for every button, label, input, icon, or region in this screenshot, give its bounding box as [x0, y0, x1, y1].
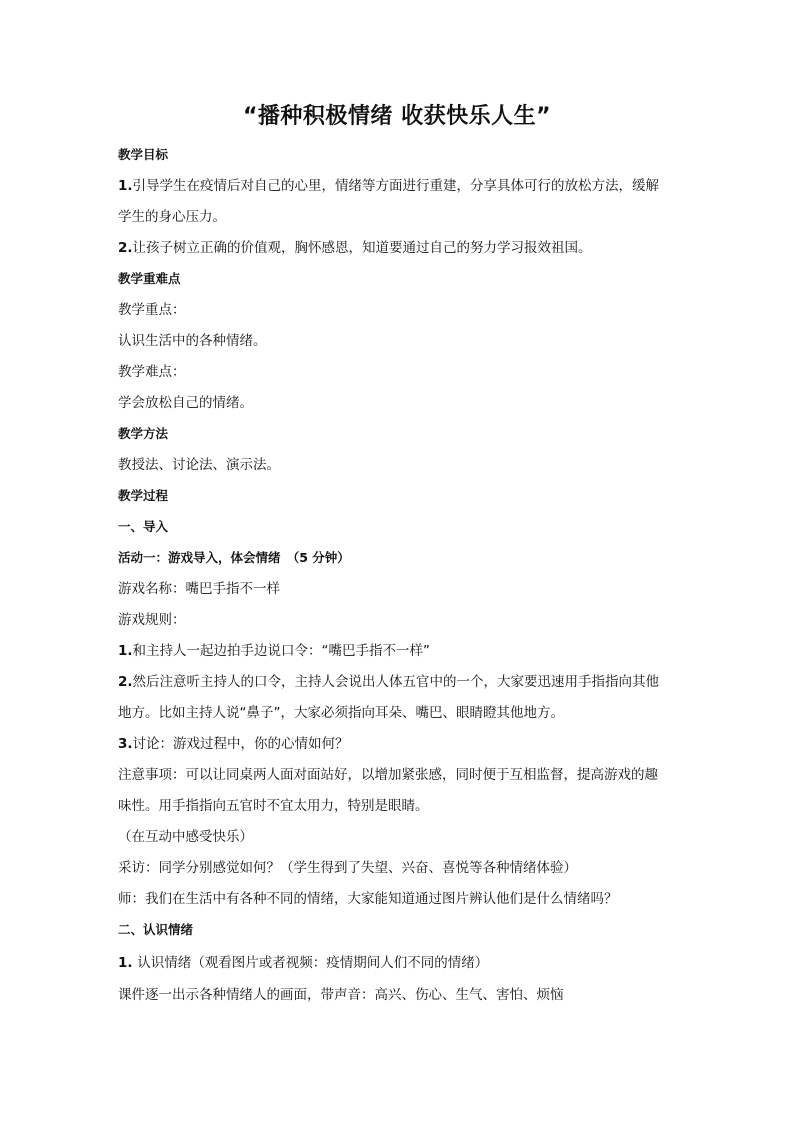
rule-3-text: 讨论：游戏过程中，你的心情如何？ [132, 736, 349, 752]
heading-key-difficult-points: 教学重难点 [118, 271, 181, 286]
game-rules-label: 游戏规则： [118, 612, 186, 628]
game-name: 游戏名称：嘴巴手指不一样 [118, 581, 280, 597]
know-emotions-number: 1. [118, 955, 138, 971]
section-know-emotions: 二、认识情绪 [118, 922, 194, 937]
goal-2 [118, 238, 682, 258]
heading-teaching-process: 教学过程 [118, 488, 169, 503]
activity-1-heading: 活动一：游戏导入，体会情绪 （5 分钟） [118, 550, 350, 565]
goal-1 [118, 176, 682, 196]
teacher-question: 师：我们在生活中有各种不同的情绪，大家能知道通过图片辨认他们是什么情绪吗？ [118, 891, 618, 907]
rule-3 [118, 734, 682, 754]
rule-3-number: 3. [118, 736, 133, 752]
goal-1-text: 引导学生在疫情后对自己的心里，情绪等方面进行重建，分享具体可行的放松方法，缓解 [132, 178, 660, 194]
interaction-note: （在互动中感受快乐） [118, 829, 253, 845]
difficult-points-label: 教学难点： [118, 364, 186, 380]
document-title: “播种积极情绪 收获快乐人生” [242, 104, 552, 129]
goal-2-text: 让孩子树立正确的价值观，胸怀感恩，知道要通过自己的努力学习报效祖国。 [132, 240, 592, 256]
know-emotions-item [118, 953, 682, 973]
goal-1-continued: 学生的身心压力。 [118, 209, 226, 225]
teaching-methods-text: 教授法、讨论法、演示法。 [118, 457, 280, 473]
notes: 注意事项：可以让同桌两人面对面站好，以增加紧张感，同时便于互相监督，提高游戏的趣 [118, 767, 658, 783]
goal-2-number: 2. [118, 240, 133, 256]
rule-1 [118, 641, 682, 661]
rule-2-text: 然后注意听主持人的口令，主持人会说出人体五官中的一个，大家要迅速用手指指向其他 [132, 674, 660, 690]
rule-1-text: 和主持人一起边拍手边说口令：“嘴巴手指不一样” [132, 643, 431, 659]
rule-2-number: 2. [118, 674, 133, 690]
key-points-label: 教学重点： [118, 302, 186, 318]
heading-teaching-goals: 教学目标 [118, 147, 169, 162]
know-emotions-text: 认识情绪（观看图片或者视频：疫情期间人们不同的情绪） [137, 955, 489, 971]
interview: 采访：同学分别感觉如何？（学生得到了失望、兴奋、喜悦等各种情绪体验） [118, 860, 577, 876]
key-points-text: 认识生活中的各种情绪。 [118, 333, 267, 349]
rule-2 [118, 672, 682, 692]
rule-2-continued: 地方。比如主持人说“鼻子”，大家必须指向耳朵、嘴巴、眼睛瞪其他地方。 [118, 705, 564, 721]
rule-1-number: 1. [118, 643, 133, 659]
section-intro: 一、导入 [118, 519, 169, 534]
notes-continued: 味性。用手指指向五官时不宜太用力，特别是眼睛。 [118, 798, 429, 814]
goal-1-number: 1. [118, 178, 133, 194]
heading-teaching-methods: 教学方法 [118, 426, 169, 441]
difficult-points-text: 学会放松自己的情绪。 [118, 395, 253, 411]
courseware-text: 课件逐一出示各种情绪人的画面，带声音：高兴、伤心、生气、害怕、烦恼 [118, 987, 564, 1003]
